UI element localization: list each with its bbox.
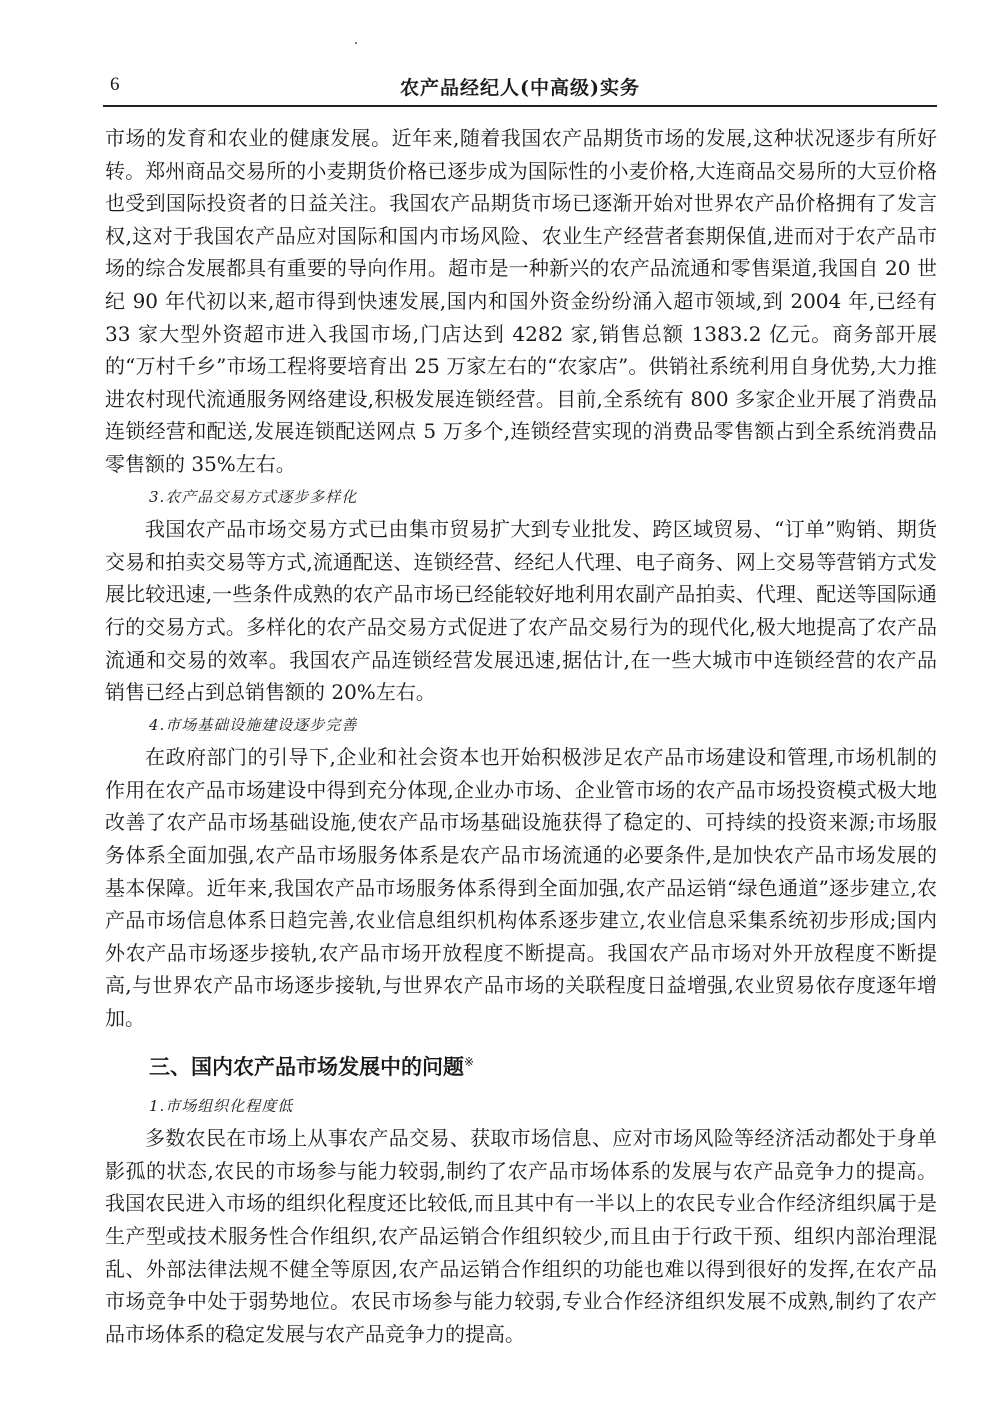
body-paragraph: 我国农产品市场交易方式已由集市贸易扩大到专业批发、跨区域贸易、“订单”购销、期货交易和拍卖交易等方式,流通配送、连锁经营、经纪人代理、电子商务、网上交易等营销方式发展比较迅速,一些条件成熟的农产品市场已经能较好地利用农副产品拍卖、代理、配送等国际通行的交易方式。多样化的农产品交易方式促进了农产品交易行为的现代化,极大地提高了农产品流通和交易的效率。我国农产品连锁经营发展迅速,据估计,在一些大城市中连锁经营的农产品销售已经占到总销售额的 20%左右。 xyxy=(105,517,937,705)
subsection-heading-4: 4.市场基础设施建设逐步完善 xyxy=(149,715,358,734)
page-body xyxy=(105,122,937,1350)
page-number: 6 xyxy=(110,74,120,95)
subsection-heading-1: 1.市场组织化程度低 xyxy=(149,1096,294,1115)
header-rule xyxy=(103,105,937,107)
footnote-mark: ※ xyxy=(464,1054,475,1069)
section-heading xyxy=(105,1045,937,1084)
scan-speck xyxy=(355,42,357,44)
running-header-title: 农产品经纪人(中高级)实务 xyxy=(400,77,640,99)
body-paragraph: 多数农民在市场上从事农产品交易、获取市场信息、应对市场风险等经济活动都处于身单影孤的状态,农民的市场参与能力较弱,制约了农产品市场体系的发展与农产品竞争力的提高。我国农民进入市场的组织化程度还比较低,而且其中有一半以上的农民专业合作经济组织属于是生产型或技术服务性合作组织,农产品运销合作组织较少,而且由于行政干预、组织内部治理混乱、外部法律法规不健全等原因,农产品运销合作组织的功能也难以得到很好的发挥,在农产品市场竞争中处于弱势地位。农民市场参与能力较弱,专业合作经济组织发展不成熟,制约了农产品市场体系的稳定发展与农产品竞争力的提高。 xyxy=(105,1126,937,1346)
body-paragraph: 市场的发育和农业的健康发展。近年来,随着我国农产品期货市场的发展,这种状况逐步有所好转。郑州商品交易所的小麦期货价格已逐步成为国际性的小麦价格,大连商品交易所的大豆价格也受到国际投资者的日益关注。我国农产品期货市场已逐渐开始对世界农产品价格拥有了发言权,这对于我国农产品应对国际和国内市场风险、农业生产经营者套期保值,进而对于农产品市场的综合发展都具有重要的导向作用。超市是一种新兴的农产品流通和零售渠道,我国自 20 世纪 90 年代初以来,超市得到快速发展,国内和国外资金纷纷涌入超市领域,到 2004 年,已经有 33 家大型外资超市进入我国市场,门店达到 4282 家,销售总额 1383.2 亿元。商务部开展的“万村千乡”市场工程将要培育出 25 万家左右的“农家店”。供销社系统利用自身优势,大力推进农村现代流通服务网络建设,积极发展连锁经营。目前,全系统有 800 多家企业开展了消费品连锁经营和配送,发展连锁配送网点 5 万多个,连锁经营实现的消费品零售额占到全系统消费品零售额的 35%左右。 xyxy=(105,126,937,476)
subsection-heading-3: 3.农产品交易方式逐步多样化 xyxy=(149,487,358,506)
section-heading-text: 三、国内农产品市场发展中的问题 xyxy=(149,1054,464,1079)
body-paragraph: 在政府部门的引导下,企业和社会资本也开始积极涉足农产品市场建设和管理,市场机制的作用在农产品市场建设中得到充分体现,企业办市场、企业管市场的农产品市场投资模式极大地改善了农产品市场基础设施,使农产品市场基础设施获得了稳定的、可持续的投资来源;市场服务体系全面加强,农产品市场服务体系是农产品市场流通的必要条件,是加快农产品市场发展的基本保障。近年来,我国农产品市场服务体系得到全面加强,农产品运销“绿色通道”逐步建立,农产品市场信息体系日趋完善,农业信息组织机构体系逐步建立,农业信息采集系统初步形成;国内外农产品市场逐步接轨,农产品市场开放程度不断提高。我国农产品市场对外开放程度不断提高,与世界农产品市场逐步接轨,与世界农产品市场的关联程度日益增强,农业贸易依存度逐年增加。 xyxy=(105,745,937,1031)
